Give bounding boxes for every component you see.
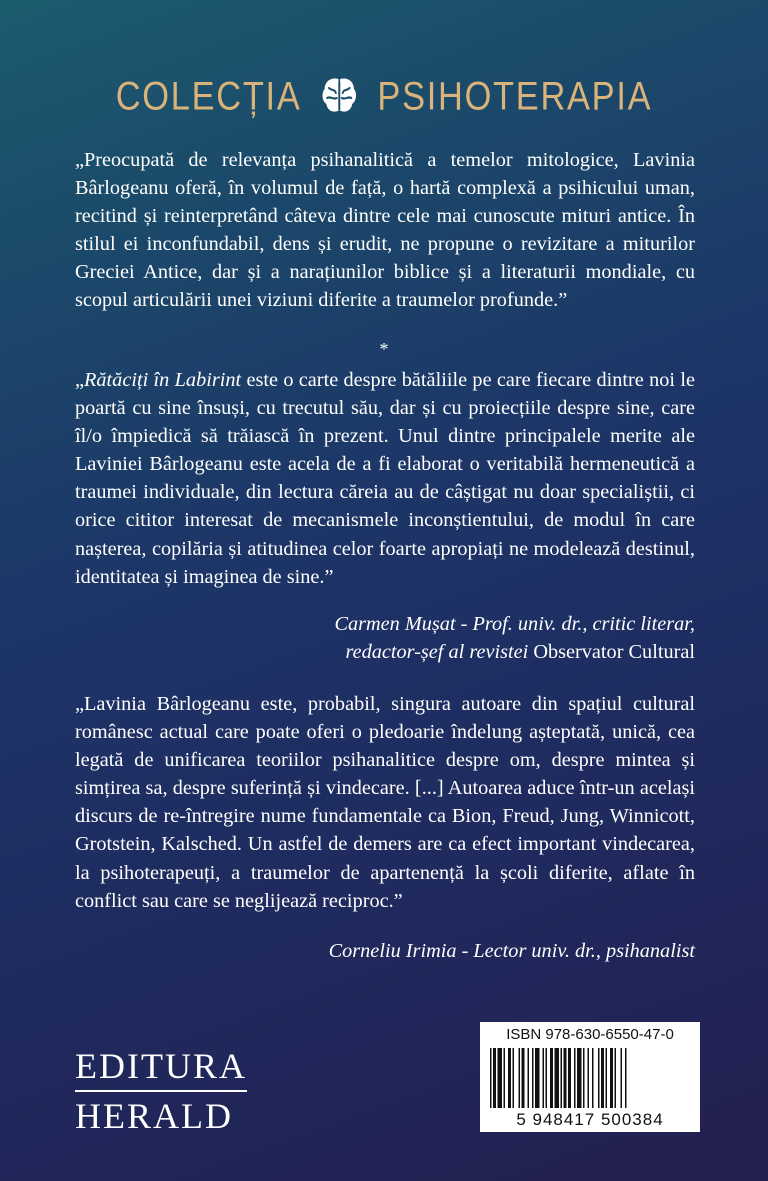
barcode-bar xyxy=(490,1048,492,1108)
barcode-bar xyxy=(543,1048,545,1108)
publisher-line2: HERALD xyxy=(75,1096,233,1136)
attribution-1 xyxy=(75,610,695,666)
publisher-line1: EDITURA xyxy=(75,1046,247,1086)
barcode-bar xyxy=(528,1048,530,1108)
collection-title-left: COLECȚIA xyxy=(115,74,302,119)
barcode-bar xyxy=(588,1048,590,1108)
barcode-bar xyxy=(574,1048,576,1108)
quote-2-text: este o carte despre bătăliile pe care fiecare dintre noi le poartă cu sine însuși, cu trecutul său, dar și cu proiecțiile despre sine, care îl/o împiedică să trăiască în prezent. Unul dintre principalele merite ale Laviniei Bârlogeanu este acela de a fi elaborat o veritabilă hermeneutică a traumei individuale, din lectura căreia au de câștigat nu doar specialiștii, ci orice cititor interesat de mecanismele inconștientului, de modul în care nașterea, copilăria și atitudinea celor foarte apropiați ne modelează destinul, identitatea și imaginea de sine.” xyxy=(75,369,695,588)
barcode-bar xyxy=(568,1048,571,1108)
attribution-1-line1: Carmen Mușat - Prof. univ. dr., critic literar, xyxy=(334,613,695,635)
isbn-label: ISBN 978-630-6550-47-0 xyxy=(506,1026,674,1043)
barcode-box xyxy=(480,1022,700,1132)
attribution-1-prefix: redactor-șef al revistei xyxy=(345,641,534,664)
barcode-bar xyxy=(577,1048,582,1108)
barcode-bar xyxy=(493,1048,496,1108)
barcode-bar xyxy=(546,1048,548,1108)
quote-3: „Lavinia Bârlogeanu este, probabil, singura autoare din spațiul cultural românesc actual care poate oferi o pledoarie îndelung așteptată, unică, cea legată de unificarea teoriilor psihanalitice despre om, despre mintea și simțirea sa, despre suferință și vindecare. [...] Autoarea aduce într-un același discurs de re-întregire nume fundamentale ca Bion, Freud, Jung, Winnicott, Grotstein, Kalsched. Un astfel de demers are ca efect important vindecarea, la psihoterapeuți, a traumelor de apartenență la școli diferite, aflate în conflict sau care se neglijează reciproc.” xyxy=(75,693,695,912)
barcode-bar xyxy=(550,1048,553,1108)
barcode-bar xyxy=(592,1048,594,1108)
barcode-bar xyxy=(504,1048,506,1108)
attribution-2-name: Corneliu Irimia - Lector univ. dr. xyxy=(328,940,596,962)
barcode-bar xyxy=(522,1048,525,1108)
barcode-digits: 5 948417 500384 xyxy=(516,1110,664,1129)
brain-icon xyxy=(320,75,360,117)
barcode-bar xyxy=(535,1048,540,1108)
publisher-rule xyxy=(75,1090,247,1092)
barcode-bar xyxy=(561,1048,563,1108)
separator: * xyxy=(379,339,389,359)
barcode-bar xyxy=(625,1048,627,1108)
barcode-bar xyxy=(519,1048,521,1108)
attribution-2 xyxy=(75,937,695,965)
quote-1: „Preocupată de relevanța psihanalitică a temelor mitologice, Lavinia Bârlogeanu oferă, în volumul de față, o hartă complexă a psihicului uman, recitind și reinterpretând câteva dintre cele mai cunoscute mituri antice. În stilul ei inconfundabil, dens și erudit, ne propune o revizitare a miturilor Greciei Antice, dar și a narațiunilor biblice și a literaturii mondiale, cu scopul articulării unei viziuni diferite a traumelor profunde.” xyxy=(75,149,695,312)
collection-title xyxy=(54,70,714,120)
barcode-bar xyxy=(508,1048,511,1108)
attribution-2-role: , psihanalist xyxy=(595,940,695,962)
barcode-bar xyxy=(513,1048,515,1108)
book-title: Rătăciți în Labirint xyxy=(84,369,242,391)
barcode-bar xyxy=(606,1048,608,1108)
barcode-bar xyxy=(598,1048,600,1108)
barcode-bar xyxy=(532,1048,534,1108)
barcode-bar xyxy=(601,1048,604,1108)
barcode-bar xyxy=(583,1048,585,1108)
barcode-bar xyxy=(621,1048,623,1108)
attribution-1-line2 xyxy=(75,638,695,666)
collection-title-right: PSIHOTERAPIA xyxy=(377,74,653,119)
barcode-bar xyxy=(564,1048,567,1108)
barcode-bar xyxy=(498,1048,503,1108)
barcode-bars xyxy=(490,1048,690,1108)
barcode-bar xyxy=(610,1048,613,1108)
quote-2 xyxy=(75,366,695,591)
quote-2-open: „ xyxy=(75,369,85,391)
barcode-bar xyxy=(615,1048,617,1108)
publisher-logo xyxy=(75,1045,247,1137)
barcode-bar xyxy=(555,1048,560,1108)
journal-name: Observator Cultural xyxy=(533,641,695,664)
